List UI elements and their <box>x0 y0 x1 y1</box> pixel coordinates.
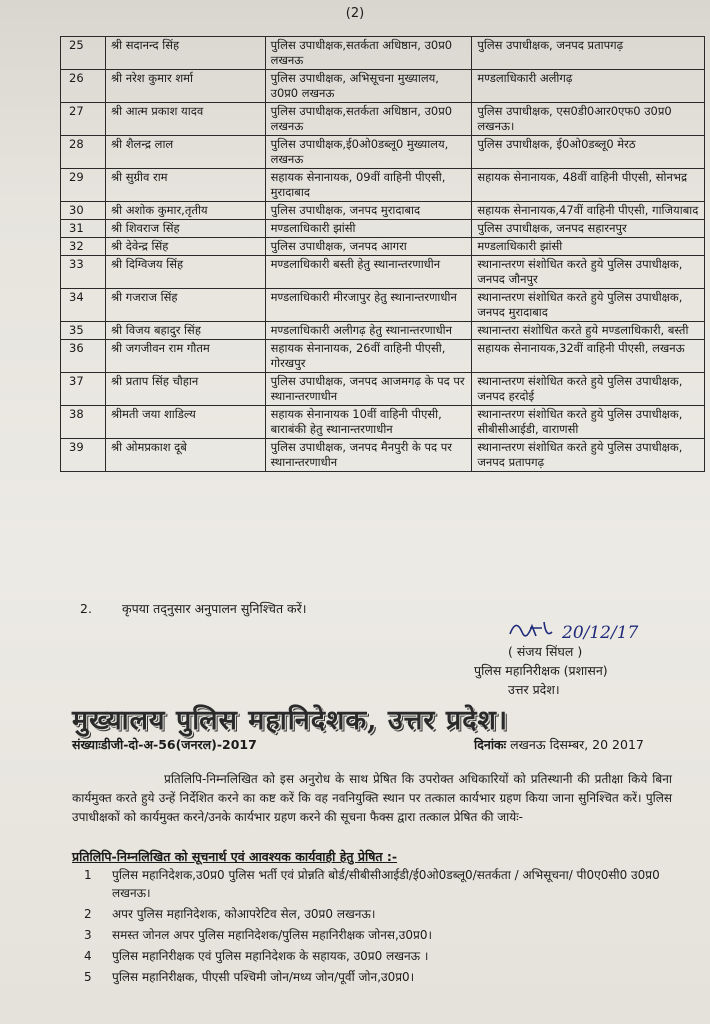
serial-number: 29 <box>61 169 106 202</box>
current-posting: पुलिस उपाधीक्षक, अभिसूचना मुख्यालय, उ0प्र0 लखनऊ <box>265 70 472 103</box>
current-posting: पुलिस उपाधीक्षक,ई0ओ0डब्लू0 मुख्यालय, लखनऊ <box>265 136 472 169</box>
instruction-text: कृपया तद्नुसार अनुपालन सुनिश्चित करें। <box>121 601 307 616</box>
officer-name: श्री देवेन्द्र सिंह <box>105 238 265 256</box>
serial-number: 31 <box>61 220 106 238</box>
list-item <box>84 947 684 965</box>
current-posting: पुलिस उपाधीक्षक, जनपद मुरादाबाद <box>265 202 472 220</box>
serial-number: 38 <box>61 406 106 439</box>
current-posting: पुलिस उपाधीक्षक,सतर्कता अधिष्ठान, उ0प्र0 लखनऊ <box>265 37 472 70</box>
table-row <box>61 439 705 472</box>
new-posting: मण्डलाधिकारी झांसी <box>472 238 705 256</box>
officer-name: श्री शैलन्द्र लाल <box>105 136 265 169</box>
list-item <box>84 905 684 923</box>
list-item <box>84 926 684 944</box>
table-row <box>61 406 705 439</box>
list-item-number: 3 <box>84 928 92 942</box>
officer-name: श्रीमती जया शाडिल्य <box>105 406 265 439</box>
date-label: दिनांकः <box>474 737 507 752</box>
officer-name: श्री जगजीवन राम गौतम <box>105 340 265 373</box>
new-posting: सहायक सेनानायक,47वीं वाहिनी पीएसी, गाजियाबाद <box>472 202 705 220</box>
new-posting: स्थानान्तरण संशोधित करते हुये पुलिस उपाधीक्षक, सीबीसीआईडी, वाराणसी <box>472 406 705 439</box>
officer-name: श्री सुग्रीव राम <box>105 169 265 202</box>
reference-number: संख्याःडीजी-दो-अ-56(जनरल)-2017 <box>72 737 257 752</box>
new-posting: स्थानान्तरण संशोधित करते हुये पुलिस उपाधीक्षक, जनपद मुरादाबाद <box>472 289 705 322</box>
table-row <box>61 169 705 202</box>
new-posting: मण्डलाधिकारी अलीगढ़ <box>472 70 705 103</box>
officer-name: श्री दिग्विजय सिंह <box>105 256 265 289</box>
instruction-point <box>80 600 307 617</box>
officer-name: श्री विजय बहादुर सिंह <box>105 322 265 340</box>
serial-number: 26 <box>61 70 106 103</box>
new-posting: पुलिस उपाधीक्षक, जनपद प्रतापगढ़ <box>472 37 705 70</box>
table-row <box>61 37 705 70</box>
current-posting: सहायक सेनानायक, 09वीं वाहिनी पीएसी, मुरादाबाद <box>265 169 472 202</box>
officer-name: श्री ओमप्रकाश दूबे <box>105 439 265 472</box>
serial-number: 32 <box>61 238 106 256</box>
new-posting: पुलिस उपाधीक्षक, एस0डी0आर0एफ0 उ0प्र0 लखनऊ। <box>472 103 705 136</box>
officer-name: श्री अशोक कुमार,तृतीय <box>105 202 265 220</box>
new-posting: पुलिस उपाधीक्षक, जनपद सहारनपुर <box>472 220 705 238</box>
new-posting: स्थानान्तरण संशोधित करते हुये पुलिस उपाधीक्षक, जनपद जौनपुर <box>472 256 705 289</box>
date-value: लखनऊ दिसम्बर, 20 2017 <box>510 737 644 752</box>
signature-date: 20/12/17 <box>562 623 639 643</box>
transfer-table <box>60 36 705 472</box>
current-posting: मण्डलाधिकारी अलीगढ़ हेतु स्थानान्तरणाधीन <box>265 322 472 340</box>
list-item-text: समस्त जोनल अपर पुलिस महानिदेशक/पुलिस महानिरीक्षक जोनस,उ0प्र0। <box>112 928 433 942</box>
copy-paragraph: प्रतिलिपि-निम्नलिखित को इस अनुरोध के साथ प्रेषित कि उपरोक्त अधिकारियों को प्रतिस्थानी की प्रतीक्षा किये बिना कार्यमुक्त करते हुये उन्हें निर्देशित करने का कष्ट करें कि वह नवनियुक्ति स्थान पर तत्काल कार्यभार ग्रहण किया जाना सुनिश्चित करें। पुलिस उपाधीक्षकों को कार्यमुक्त करने/उनके कार्यभार ग्रहण करने की सूचना फैक्स द्वारा तत्काल प्रेषित की जायेः- <box>72 772 672 824</box>
instruction-number: 2. <box>80 601 92 616</box>
officer-name: श्री सदानन्द सिंह <box>105 37 265 70</box>
serial-number: 28 <box>61 136 106 169</box>
current-posting: मण्डलाधिकारी बस्ती हेतु स्थानान्तरणाधीन <box>265 256 472 289</box>
copy-recipient-list <box>84 866 684 989</box>
current-posting: पुलिस उपाधीक्षक, जनपद आजमगढ़ के पद पर स्थानान्तरणाधीन <box>265 373 472 406</box>
table-row <box>61 103 705 136</box>
serial-number: 33 <box>61 256 106 289</box>
table-row <box>61 202 705 220</box>
list-item-text: पुलिस महानिरीक्षक, पीएसी पश्चिमी जोन/मध्य जोन/पूर्वी जोन,उ0प्र0। <box>112 970 415 984</box>
officer-name: श्री प्रताप सिंह चौहान <box>105 373 265 406</box>
new-posting: स्थानान्तरण संशोधित करते हुये पुलिस उपाधीक्षक, जनपद हरदोई <box>472 373 705 406</box>
new-posting: सहायक सेनानायक,32वीं वाहिनी पीएसी, लखनऊ <box>472 340 705 373</box>
signatory-designation: पुलिस महानिरीक्षक (प्रशासन) <box>474 663 608 678</box>
date-line <box>474 736 644 753</box>
list-item-number: 1 <box>84 868 92 882</box>
officer-name: श्री गजराज सिंह <box>105 289 265 322</box>
officer-name: श्री नरेश कुमार शर्मा <box>105 70 265 103</box>
current-posting: सहायक सेनानायक 10वीं वाहिनी पीएसी, बाराबंकी हेतु स्थानान्तरणाधीन <box>265 406 472 439</box>
table-row <box>61 136 705 169</box>
serial-number: 39 <box>61 439 106 472</box>
new-posting: स्थानान्तरण संशोधित करते हुये पुलिस उपाधीक्षक, जनपद प्रतापगढ़ <box>472 439 705 472</box>
serial-number: 36 <box>61 340 106 373</box>
table-row <box>61 238 705 256</box>
reference-line <box>72 736 672 753</box>
current-posting: पुलिस उपाधीक्षक, जनपद मैनपुरी के पद पर स्थानान्तरणाधीन <box>265 439 472 472</box>
table-row <box>61 70 705 103</box>
list-item-text: पुलिस महानिदेशक,उ0प्र0 पुलिस भर्ती एवं प्रोन्नति बोर्ड/सीबीसीआईडी/ई0ओ0डब्लू0/सतर्कता / अभिसूचना/ पी0ए0सी0 उ0प्र0 लखनऊ। <box>112 868 660 900</box>
transfer-table-body <box>61 37 705 472</box>
list-item <box>84 968 684 986</box>
current-posting: मण्डलाधिकारी झांसी <box>265 220 472 238</box>
table-row <box>61 340 705 373</box>
list-item-number: 4 <box>84 949 92 963</box>
serial-number: 27 <box>61 103 106 136</box>
list-item-text: अपर पुलिस महानिदेशक, कोआपरेटिव सेल, उ0प्र0 लखनऊ। <box>112 907 376 921</box>
signatory-name: ( संजय सिंघल ) <box>508 644 583 659</box>
serial-number: 37 <box>61 373 106 406</box>
signatory-block <box>474 642 608 699</box>
serial-number: 30 <box>61 202 106 220</box>
page-number: (2) <box>345 6 365 21</box>
serial-number: 25 <box>61 37 106 70</box>
list-item <box>84 866 684 902</box>
office-heading: मुख्यालय पुलिस महानिदेशक, उत्तर प्रदेश। <box>72 705 509 736</box>
table-row <box>61 256 705 289</box>
signatory-state: उत्तर प्रदेश। <box>508 682 560 697</box>
new-posting: सहायक सेनानायक, 48वीं वाहिनी पीएसी, सोनभद्र <box>472 169 705 202</box>
officer-name: श्री आत्म प्रकाश यादव <box>105 103 265 136</box>
serial-number: 34 <box>61 289 106 322</box>
current-posting: सहायक सेनानायक, 26वीं वाहिनी पीएसी, गोरखपुर <box>265 340 472 373</box>
table-row <box>61 322 705 340</box>
table-row <box>61 373 705 406</box>
new-posting: स्थानान्तरा संशोधित करते हुये मण्डलाधिकारी, बस्ती <box>472 322 705 340</box>
list-item-number: 5 <box>84 970 92 984</box>
list-item-text: पुलिस महानिरीक्षक एवं पुलिस महानिदेशक के सहायक, उ0प्र0 लखनऊ । <box>112 949 429 963</box>
current-posting: मण्डलाधिकारी मीरजापुर हेतु स्थानान्तरणाधीन <box>265 289 472 322</box>
serial-number: 35 <box>61 322 106 340</box>
current-posting: पुलिस उपाधीक्षक, जनपद आगरा <box>265 238 472 256</box>
copy-heading: प्रतिलिपि-निम्नलिखित को सूचनार्थ एवं आवश्यक कार्यवाही हेतु प्रेषित :- <box>72 849 398 864</box>
list-item-number: 2 <box>84 907 92 921</box>
new-posting: पुलिस उपाधीक्षक, ई0ओ0डब्लू0 मेरठ <box>472 136 705 169</box>
officer-name: श्री शिवराज सिंह <box>105 220 265 238</box>
table-row <box>61 289 705 322</box>
table-row <box>61 220 705 238</box>
current-posting: पुलिस उपाधीक्षक,सतर्कता अधिष्ठान, उ0प्र0 लखनऊ <box>265 103 472 136</box>
